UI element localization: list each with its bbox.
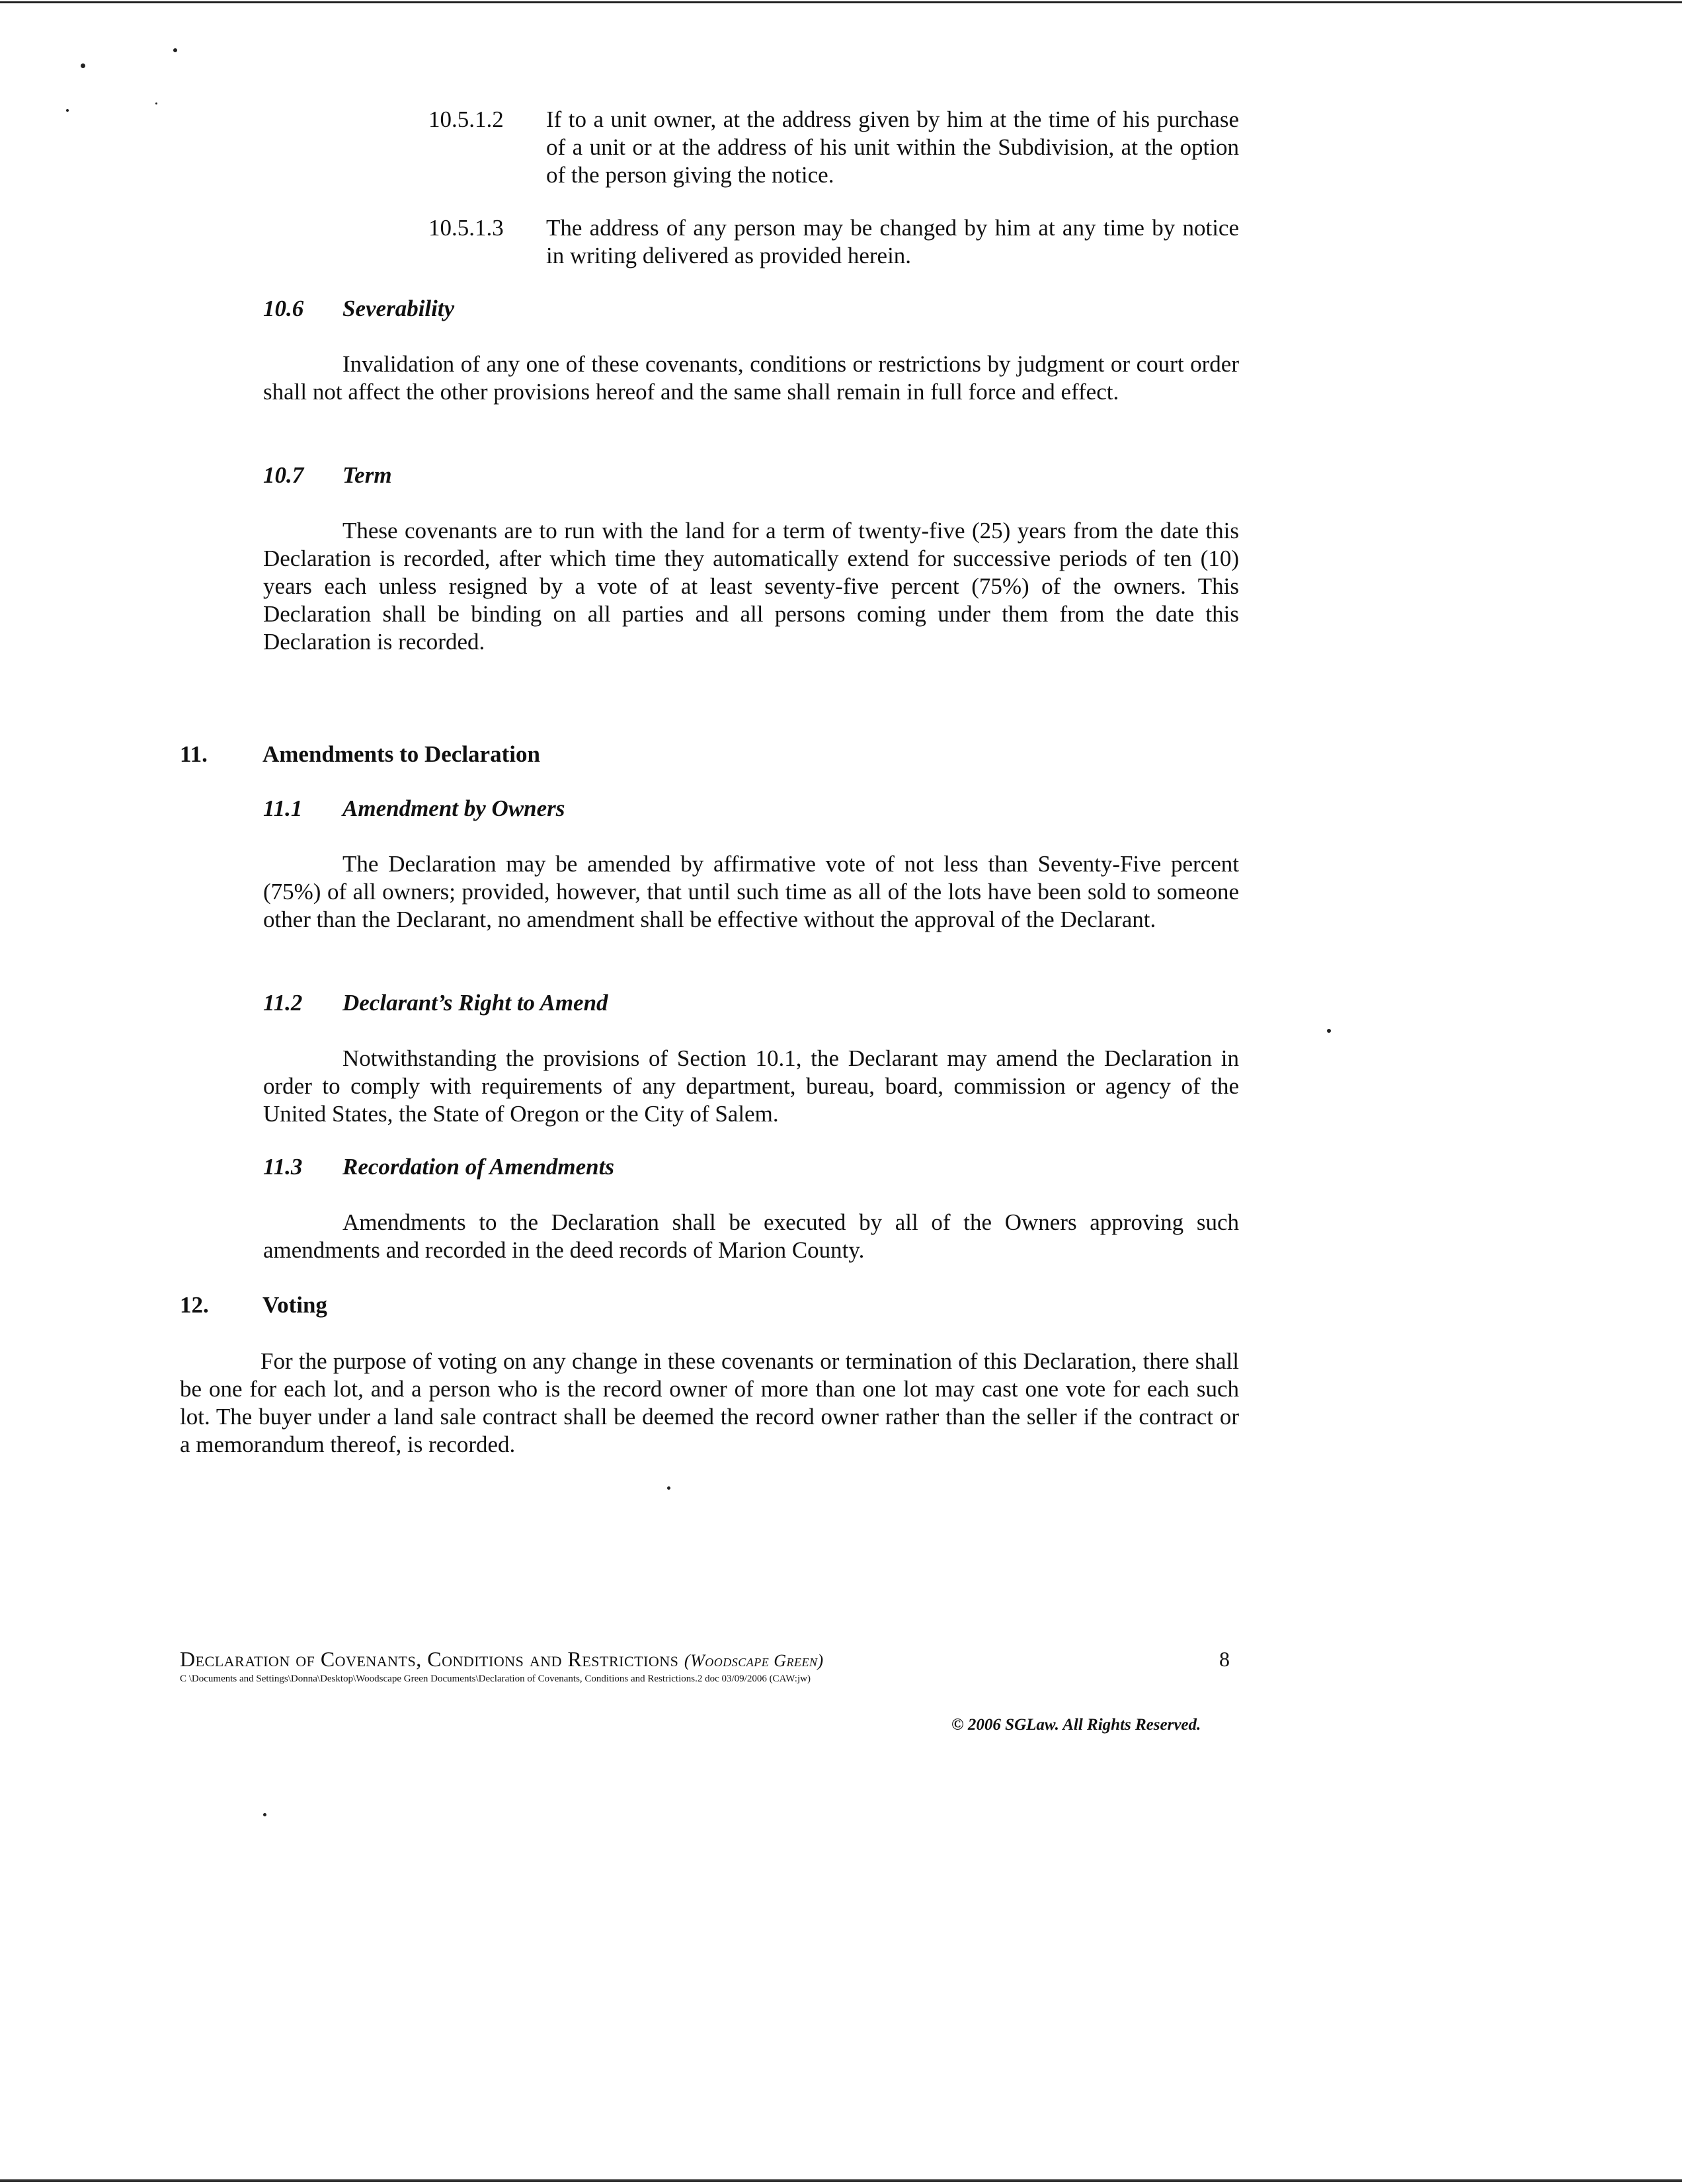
- heading-title: Recordation of Amendments: [342, 1154, 614, 1180]
- scan-bottom-border: [0, 2179, 1682, 2182]
- heading-number: 12.: [180, 1292, 209, 1318]
- scan-speck: [1327, 1029, 1331, 1033]
- paragraph-severability: Invalidation of any one of these covenants, conditions or restrictions by judgment or court order shall not affect the other provisions hereof and the same shall remain in full force and effect.: [263, 351, 1239, 405]
- heading-number: 11.1: [263, 795, 303, 821]
- paragraph-recordation: Amendments to the Declaration shall be executed by all of the Owners approving such amendments and recorded in the deed records of Marion County.: [263, 1209, 1239, 1263]
- heading-number: 11.: [180, 741, 208, 767]
- footer-title-text: Declaration of Covenants, Conditions and Restrictions: [180, 1647, 679, 1671]
- page-number: 8: [1219, 1647, 1230, 1671]
- paragraph-amendment-by-owners: The Declaration may be amended by affirmative vote of not less than Seventy-Five percent (75%) of all owners; provided, however, that until such time as all of the lots have been sold to someone other than the Declarant, no amendment shall be effective without the approval of the Declarant.: [263, 851, 1239, 932]
- heading-11-2: [263, 989, 608, 1017]
- scan-speck: [173, 48, 177, 52]
- heading-title: Severability: [342, 296, 455, 321]
- heading-title: Declarant’s Right to Amend: [342, 990, 608, 1016]
- footer-file-path: C \Documents and Settings\Donna\Desktop\Woodscape Green Documents\Declaration of Covenants, Conditions and Restrictions.2 doc 03/09/2006 (CAW:jw): [180, 1674, 811, 1684]
- scan-speck: [263, 1813, 266, 1816]
- section-number: 10.5.1.2: [428, 106, 504, 132]
- heading-title: Voting: [262, 1292, 327, 1318]
- footer-copyright: © 2006 SGLaw. All Rights Reserved.: [951, 1716, 1201, 1734]
- heading-title: Amendments to Declaration: [262, 741, 540, 767]
- section-number: 10.5.1.3: [428, 215, 504, 241]
- scan-speck: [81, 63, 85, 68]
- heading-number: 10.6: [263, 296, 304, 321]
- footer-document-title: [180, 1645, 824, 1675]
- heading-11-3: [263, 1153, 614, 1181]
- heading-number: 11.2: [263, 990, 303, 1016]
- scan-speck: [66, 109, 69, 112]
- section-text: The address of any person may be changed by him at any time by notice in writing delivered as provided herein.: [546, 215, 1239, 268]
- heading-12: [180, 1291, 327, 1319]
- heading-title: Amendment by Owners: [342, 795, 565, 821]
- heading-number: 11.3: [263, 1154, 303, 1180]
- section-10-5-1-3: [428, 214, 1239, 274]
- heading-11: [180, 741, 540, 768]
- section-text: If to a unit owner, at the address given by him at the time of his purchase of a unit or at the address of his unit within the Subdivision, at the option of the person giving the notice.: [546, 106, 1239, 188]
- scan-speck: [155, 102, 157, 104]
- heading-11-1: [263, 795, 565, 823]
- section-10-5-1-2: [428, 106, 1239, 192]
- heading-10-6: [263, 295, 454, 323]
- scan-top-border: [0, 1, 1682, 3]
- heading-title: Term: [342, 462, 392, 488]
- heading-10-7: [263, 462, 392, 489]
- paragraph-declarants-right: Notwithstanding the provisions of Section 10.1, the Declarant may amend the Declaration in order to comply with requirements of any department, bureau, board, commission or agency of the United States, the State of Oregon or the City of Salem.: [263, 1045, 1239, 1127]
- footer-project-name: (Woodscape Green): [684, 1651, 824, 1670]
- paragraph-voting: For the purpose of voting on any change in these covenants or termination of this Declaration, there shall be one for each lot, and a person who is the record owner of more than one lot may cast one vote for each such lot. The buyer under a land sale contract shall be deemed the record owner rather than the seller if the contract or a memorandum thereof, is recorded.: [180, 1348, 1239, 1457]
- heading-number: 10.7: [263, 462, 304, 488]
- paragraph-term: These covenants are to run with the land for a term of twenty-five (25) years from the date this Declaration is recorded, after which time they automatically extend for successive periods of ten (10) years each unless resigned by a vote of at least seventy-five percent (75%) of the owners. This Declaration shall be binding on all parties and all persons coming under them from the date this Declaration is recorded.: [263, 518, 1239, 655]
- scan-speck: [667, 1486, 670, 1490]
